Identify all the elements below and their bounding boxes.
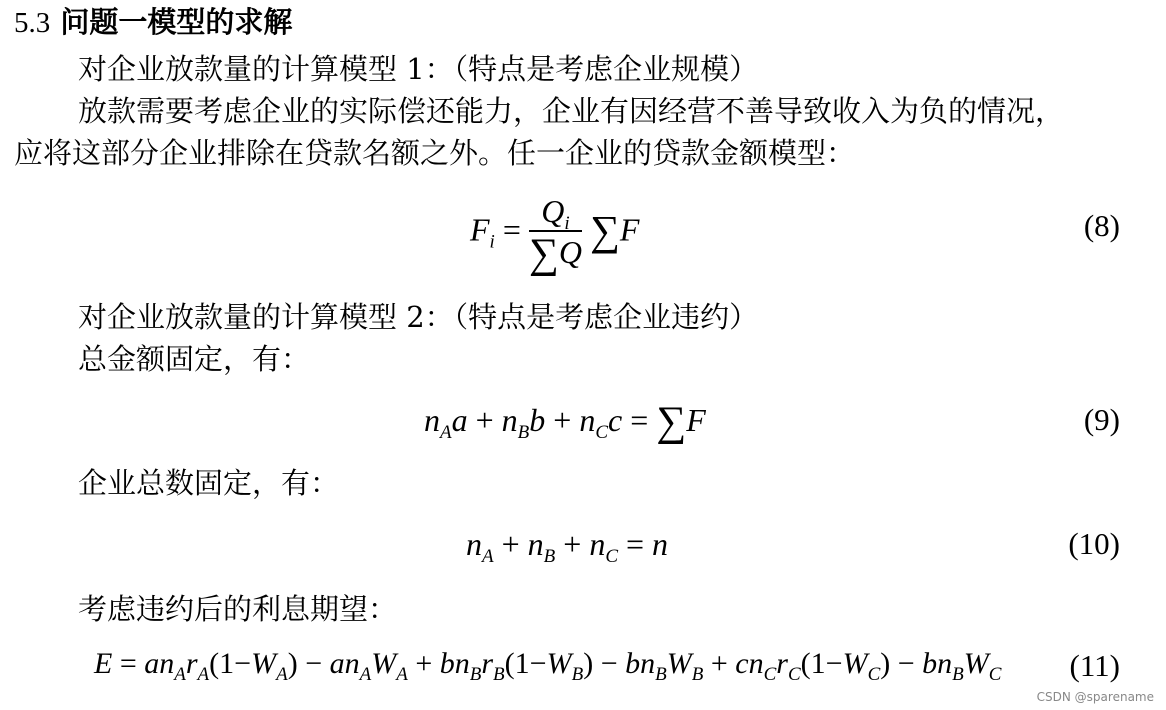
model2-intro: 对企业放款量的计算模型 2：（特点是考虑企业违约） [78,300,759,334]
company-count-fixed: 企业总数固定，有： [78,466,340,500]
total-amount-fixed: 总金额固定，有： [78,342,311,376]
equation-number-9: (9) [1083,402,1120,437]
section-heading [14,2,292,43]
equation-number-11: (11) [1069,648,1120,683]
equation-8: $F_i$ = $\frac{Q_i}{\sum Q}$ ∑F [470,193,640,277]
watermark: CSDN @sparename [1036,690,1154,704]
paragraph-line-2: 应将这部分企业排除在贷款名额之外。任一企业的贷款金额模型： [14,136,856,170]
section-number: 5.3 [14,7,51,39]
equation-11: $E = an_Ar_A(1-W_A) - an_AW_A + bn_Br_B(1-W_B) - bn_BW_B + cn_Cr_C(1-W_C) - bn_BW_C$ [94,647,1002,685]
section-title: 问题一模型的求解 [60,5,293,39]
equation-10: $n_A + n_B + n_C = n$ [466,526,669,567]
equation-9: $n_Aa + n_Bb + n_Cc = \sum F$ [424,399,706,445]
equation-number-10: (10) [1068,526,1120,561]
model1-intro: 对企业放款量的计算模型 1：（特点是考虑企业规模） [78,52,759,86]
expected-interest-intro: 考虑违约后的利息期望： [78,592,398,626]
equation-number-8: (8) [1083,208,1120,243]
paragraph-line-1: 放款需要考虑企业的实际偿还能力，企业有因经营不善导致收入为负的情况， [78,94,1065,128]
